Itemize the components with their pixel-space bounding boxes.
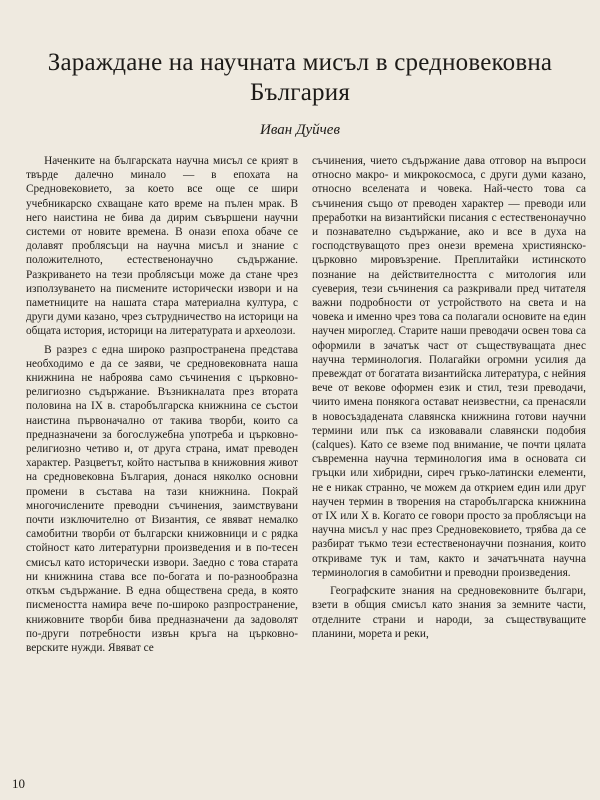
paragraph: Географските знания на средновековните българи, взети в общия смисъл като знания за земните части, отделните страни и народи, за съществуващите планини, морета и реки, <box>312 585 586 640</box>
paragraph: съчинения, чието съдържание дава отговор на въпроси относно макро- и микрокосмоса, с други думи казано, относно вселената и човека. Най-често това са съчинения също от преводен характер — преводи или преработки на византийски писания с естественонаучно и познавателно съдържание, ако и все в духа на господствуващото през онези времена християнско-църковно мировъзрение. Преплитайки истинското познание на действителността с митология или суеверия, тези съчинения са разкривали пред читателя важни подробности от устройството на света и на човека и именно чрез това са полагали основите на един научен мироглед. Старите наши преводачи освен това са оформили в зачатък част от съществуващата днес научна терминология. Полагайки огромни усилия да превеждат от богатата византийска литература, с нейния вече от векове оформен език и стил, тези преводачи, чиито имена понякога остават неизвестни, са пренасяли в новосъздадената славянска книжнина готови научни термини или пък са изковавали славянски подобия (calques). Като се вземе под внимание, че почти цялата съвременна научна терминология има в основата си гръцки или хибридни, сиреч гръко-латински елементи, не е никак странно, че можем да открием един или друг научен термин в творения на старобългарска книжнина от IX или X в. Когато се говори просто за проблясъци на научна мисъл у нас през Средновековието, трябва да се разбират тъкмо тези естественонаучни познания, които откриваме тук и там, както и зачатъчната научна терминология в самобитни и преводни произведения. <box>312 155 586 579</box>
article-author: Иван Дуйчев <box>260 122 340 138</box>
text-column-right <box>312 154 586 641</box>
article-title: Зараждане на научната мисъл в средновековна България <box>47 49 553 106</box>
paragraph: В разрез с една широко разпространена представа необходимо е да се заяви, че средновековната наша книжнина не наброява само съчинения с църковно-религиозно съдържание. Възникналата през втората половина на IX в. старобългарска книжнина се състои наистина първоначално от такива творби, които са предназначени за богослужебна употреба и църковно-религиозно четиво и, от друга страна, имат преводен характер. Разцветът, който настъпва в книжовния живот на средновековна България, донася няколко основни промени в състава на тази книжнина. Покрай многочислените преводни съчинения, заимствувани почти изключително от Византия, се явяват немалко самобитни творби от български книжовници и с рядка стойност като литературни произведения и в по-тесен смисъл като исторически извори. Заедно с това старата ни книжнина става все по-богата и по-разнообразна откъм съдържание. В една обществена среда, в която писмеността намира вече по-широко разпространение, книжовните творби бива предназначени да задоволят по-други потребности извън кръга на църковно-верските нужди. Явяват се <box>26 343 298 654</box>
text-column-left <box>26 154 298 655</box>
paragraph: Наченките на българската научна мисъл се крият в твърде далечно минало — в епохата на Средновековието, за което все още се шири учебникарско схващане като време на пълен мрак. В него наистина не бива да дирим съвършени научни системи от новите времена. В онази епоха обаче се долавят проблясъци на научна мисъл и знание с положителното, естественонаучно съдържание. Разкриването на тези проблясъци може да стане чрез използуването на писмените исторически извори и на паметниците на нашата стара материална култура, с други думи казано, чрез сътрудничество на историци на общата история, историци на литературата и археолози. <box>26 155 298 338</box>
page-number: 10 <box>12 776 25 791</box>
